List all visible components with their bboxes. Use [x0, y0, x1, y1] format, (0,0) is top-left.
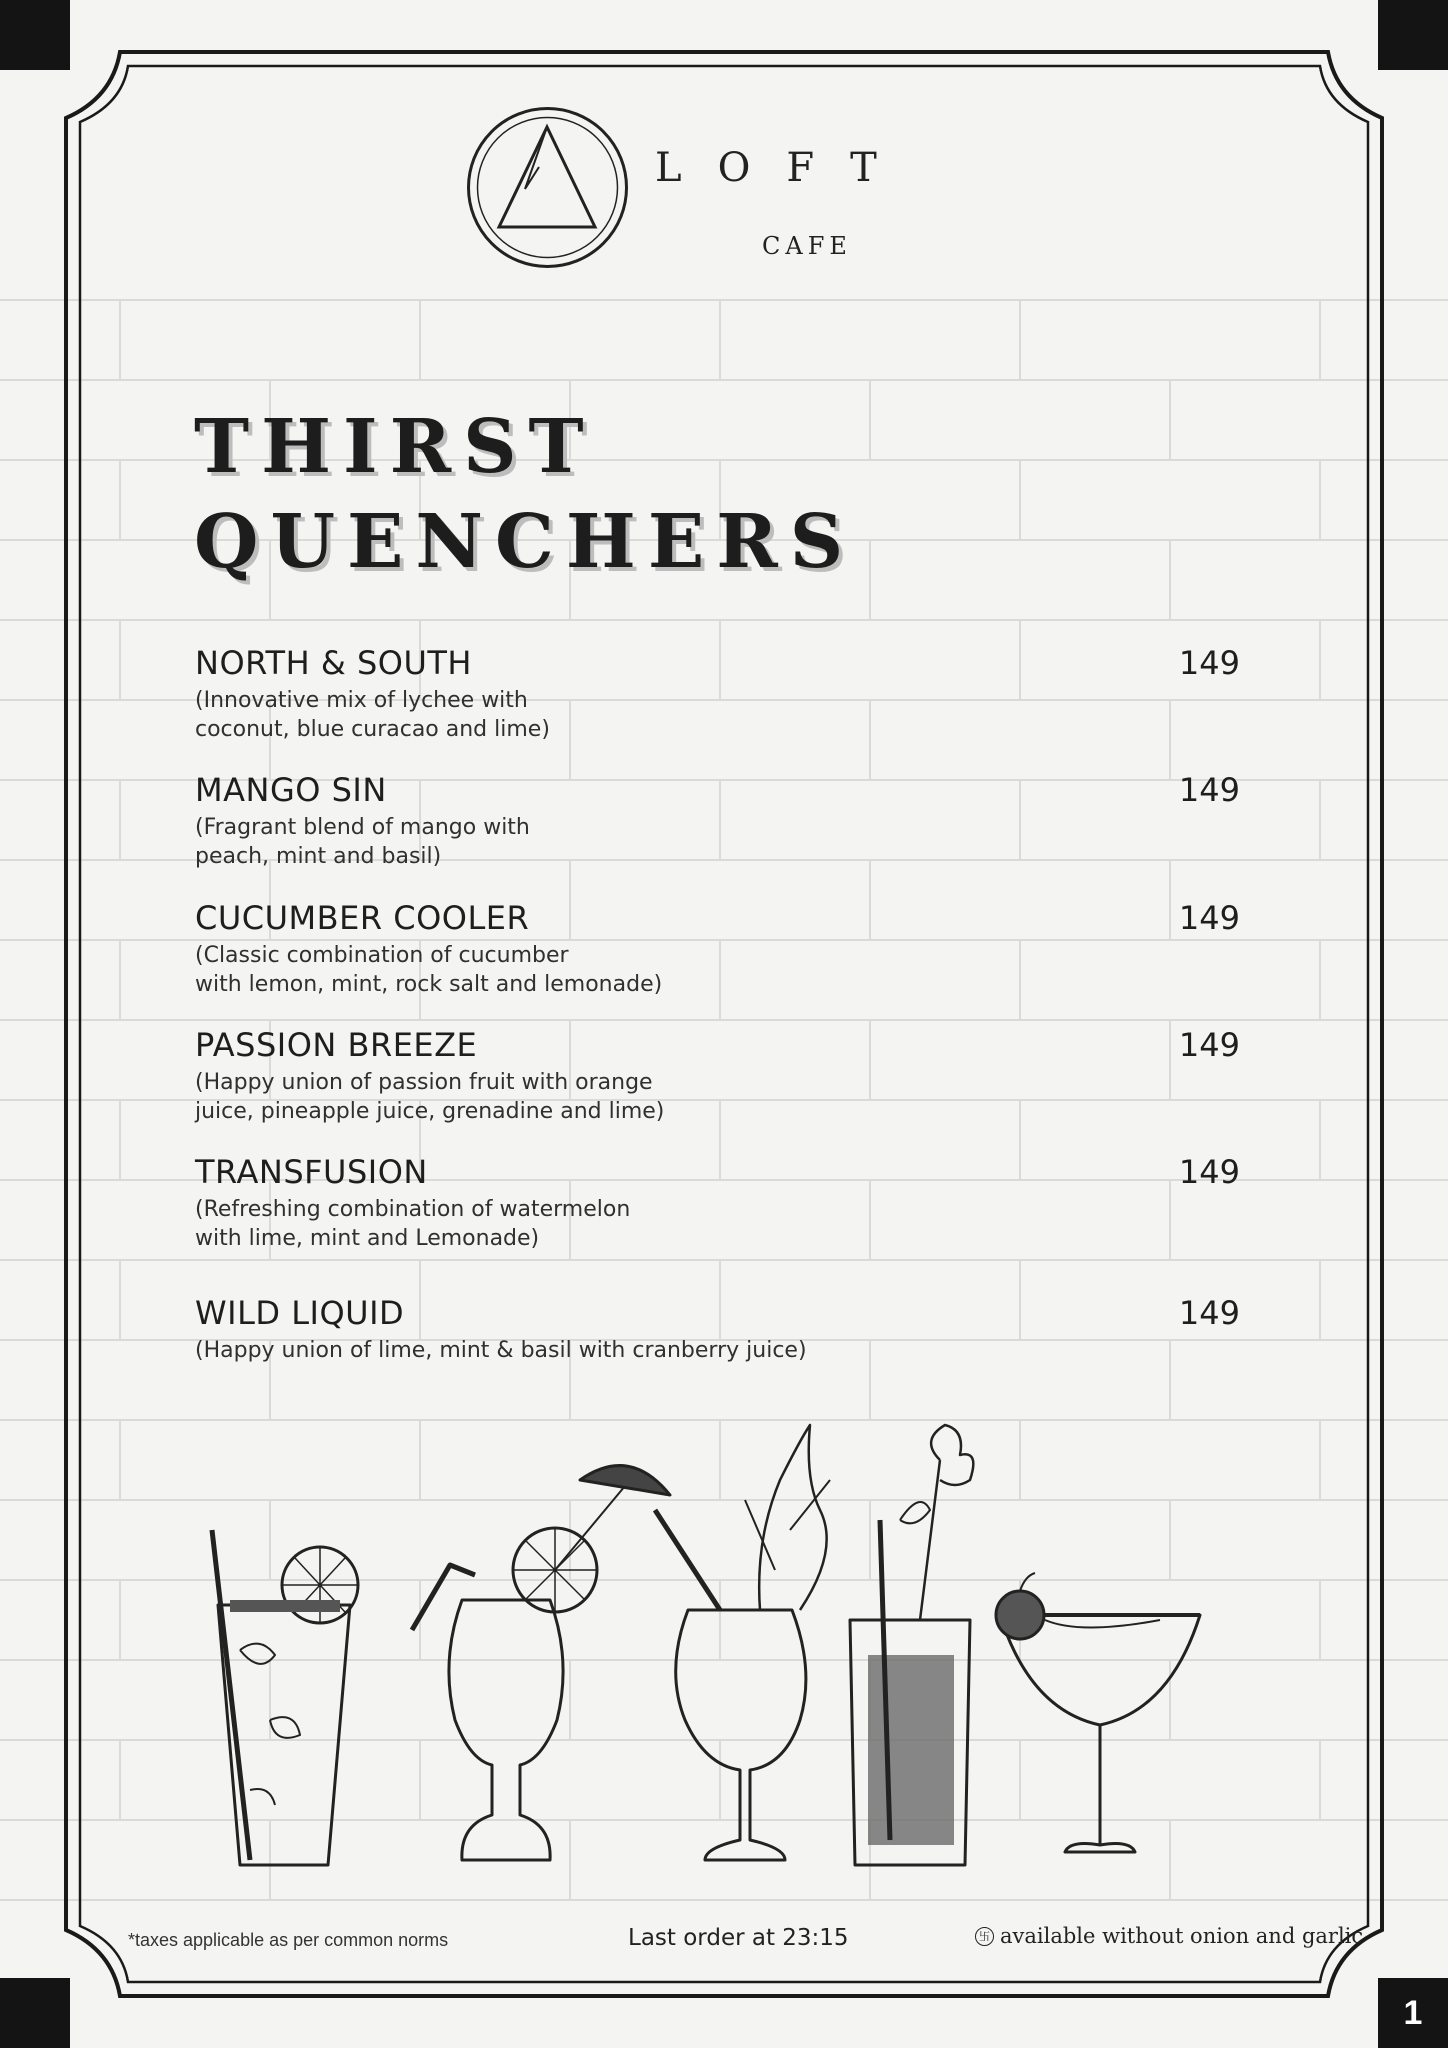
item-description: (Happy union of passion fruit with orange juice, pineapple juice, grenadine and lime)	[195, 1069, 665, 1125]
menu-item	[195, 772, 1240, 872]
item-price: 149	[1178, 644, 1240, 682]
availability-text: available without onion and garlic	[1000, 1924, 1364, 1948]
item-description: (Refreshing combination of watermelon with lime, mint and Lemonade)	[195, 1196, 631, 1252]
item-description: (Fragrant blend of mango with peach, mint and basil)	[195, 814, 530, 870]
menu-item	[195, 900, 1240, 1000]
jain-symbol-icon: 卐	[975, 1927, 994, 1946]
menu-item	[195, 1295, 1240, 1365]
item-description: (Innovative mix of lychee with coconut, blue curacao and lime)	[195, 687, 550, 743]
menu-item	[195, 645, 1240, 745]
item-description: (Classic combination of cucumber with lemon, mint, rock salt and lemonade)	[195, 942, 663, 998]
menu-heading-line-2: QUENCHERS	[194, 499, 856, 585]
taxes-note: *taxes applicable as per common norms	[128, 1930, 449, 1950]
availability-note	[975, 1924, 1363, 1948]
item-name: CUCUMBER COOLER	[195, 899, 530, 937]
page-number: 1	[1403, 1993, 1423, 2032]
item-price: 149	[1178, 1153, 1240, 1191]
tall-glass-icon	[850, 1425, 973, 1865]
last-order-note: Last order at 23:15	[628, 1925, 849, 1951]
brand-subtitle: CAFE	[762, 232, 852, 260]
brand-name: LOFT	[655, 145, 913, 191]
item-name: MANGO SIN	[195, 771, 387, 809]
hurricane-glass-icon	[412, 1466, 670, 1860]
menu-item	[195, 1027, 1240, 1127]
cocktail-glasses-illustration	[200, 1420, 1250, 1875]
item-name: TRANSFUSION	[195, 1153, 428, 1191]
item-name: PASSION BREEZE	[195, 1026, 478, 1064]
mojito-glass-icon	[212, 1530, 358, 1865]
margarita-glass-icon	[996, 1573, 1200, 1852]
item-price: 149	[1178, 771, 1240, 809]
triangle-in-circle-logo-icon	[465, 105, 630, 270]
menu-item	[195, 1154, 1240, 1254]
menu-heading-line-1: THIRST	[194, 404, 596, 490]
item-name: WILD LIQUID	[195, 1294, 405, 1332]
item-price: 149	[1178, 899, 1240, 937]
item-price: 149	[1178, 1026, 1240, 1064]
tulip-glass-icon	[655, 1425, 830, 1860]
item-description: (Happy union of lime, mint & basil with cranberry juice)	[195, 1337, 807, 1363]
item-name: NORTH & SOUTH	[195, 644, 472, 682]
item-price: 149	[1178, 1294, 1240, 1332]
